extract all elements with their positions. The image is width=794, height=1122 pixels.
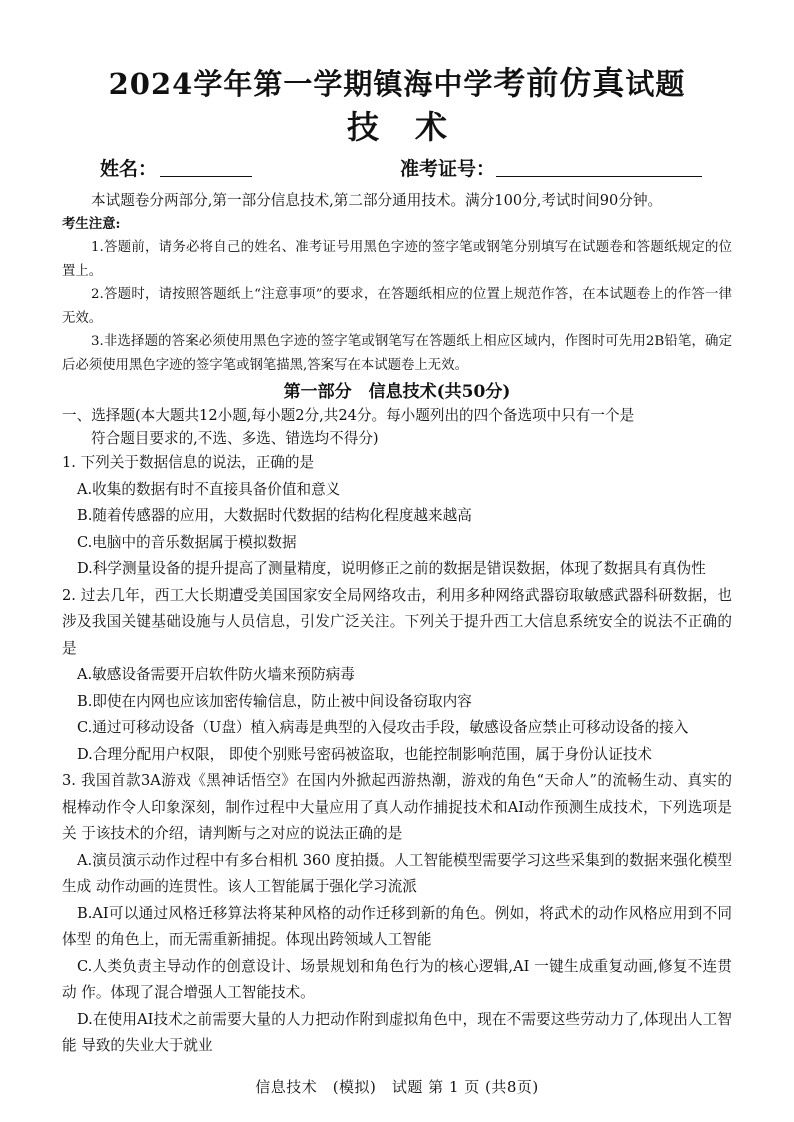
title-suffix: 试题 (625, 67, 686, 101)
exam-body (62, 190, 732, 1060)
name-blank[interactable] (160, 176, 252, 177)
notice-item: 1.答题前，请务必将自己的姓名、准考证号用黑色字迹的签字笔或钢笔分别填写在试题卷和答题纸规定的位置上。 (62, 240, 732, 279)
question-option: B.AI可以通过风格迁移算法将某种风格的动作迁移到新的角色。例如，将武术的动作风格应用到不同体型 的角色上，而无需重新捕捉。体现出跨领域人工智能 (62, 904, 732, 949)
section-instructions (62, 405, 732, 450)
question-stem: 1. 下列关于数据信息的说法，正确的是 (62, 454, 315, 472)
question-2 (62, 583, 732, 769)
question-option: A.敏感设备需要开启软件防火墙来预防病毒 (77, 666, 355, 684)
page-footer: 信息技术 (模拟) 试题 第 1 页 (共8页) (255, 1078, 539, 1096)
question-option: A.收集的数据有时不直接具备价值和意义 (77, 480, 341, 498)
subject-title: 技术 (346, 108, 483, 146)
section-instructions-line2: 符合题目要求的,不选、多选、错选均不得分) (91, 429, 379, 447)
exam-id-label: 准考证号： (400, 158, 496, 180)
question-option: C.人类负责主导动作的创意设计、场景规划和角色行为的核心逻辑,AI 一键生成重复动画,修复不连贯动 作。体现了混合增强人工智能技术。 (62, 957, 732, 1002)
name-label: 姓名： (100, 158, 158, 180)
notice-heading: 考生注意: (62, 215, 121, 232)
question-option: B.即使在内网也应该加密传输信息，防止被中间设备窃取内容 (77, 692, 472, 710)
intro-text: 本试题卷分两部分,第一部分信息技术,第二部分通用技术。满分100分,考试时间90分钟。 (91, 192, 663, 209)
question-3 (62, 768, 732, 1060)
question-option: C.通过可移动设备（U盘）植入病毒是典型的入侵攻击手段，敏感设备应禁止可移动设备的接入 (77, 719, 689, 737)
notice-item: 2.答题时，请按照答题纸上“注意事项”的要求，在答题纸相应的位置上规范作答，在本试题卷上的作答一律无效。 (62, 287, 732, 326)
notice-block (62, 213, 732, 378)
title-prefix: 2024学年第一学期镇海中学 (108, 67, 494, 101)
question-1 (62, 450, 732, 583)
exam-id-blank[interactable] (496, 176, 702, 177)
part1-title: 第一部分 信息技术(共50分) (283, 382, 511, 403)
question-option: B.随着传感器的应用，大数据时代数据的结构化程度越来越高 (77, 507, 472, 525)
question-stem: 2. 过去几年，西工大长期遭受美国国家安全局网络攻击，利用多种网络武器窃取敏感武器科研数据，也涉及我国关键基础设施与人员信息，引发广泛关注。下列关于提升西工大信息系统安全的说法不正确的是 (62, 586, 732, 657)
question-option: A.演员演示动作过程中有多台相机 360 度拍摄。人工智能模型需要学习这些采集到的数据来强化模型生成 动作动画的连贯性。该人工智能属于强化学习流派 (62, 851, 732, 896)
question-stem: 3. 我国首款3A游戏《黑神话悟空》在国内外掀起西游热潮，游戏的角色“天命人”的流畅生动、真实的 棍棒动作令人印象深刻，制作过程中大量应用了真人动作捕捉技术和AI动作预测生成技术，下列选项是关 于该技术的介绍，请判断与之对应的说法正确的是 (62, 772, 732, 843)
notice-item: 3.非选择题的答案必须使用黑色字迹的签字笔或钢笔写在答题纸上相应区域内，作图时可先用2B铅笔，确定后必须使用黑色字迹的签字笔或钢笔描黑,答案写在本试题卷上无效。 (62, 334, 732, 373)
question-option: D.合理分配用户权限， 即使个别账号密码被盗取，也能控制影响范围，属于身份认证技术 (77, 745, 653, 763)
question-option: C.电脑中的音乐数据属于模拟数据 (77, 533, 297, 551)
question-option: D.科学测量设备的提升提高了测量精度，说明修正之前的数据是错误数据，体现了数据具有真伪性 (77, 560, 706, 578)
question-option: D.在使用AI技术之前需要大量的人力把动作附到虚拟角色中，现在不需要这些劳动力了,体现出人工智能 导致的失业大于就业 (62, 1010, 732, 1055)
section-instructions-line1: 一、选择题(本大题共12小题,每小题2分,共24分。每小题列出的四个备选项中只有一个是 (62, 407, 635, 425)
exam-title (0, 58, 794, 104)
title-emphasis: 考前仿真 (493, 64, 626, 102)
candidate-fields (0, 154, 794, 188)
